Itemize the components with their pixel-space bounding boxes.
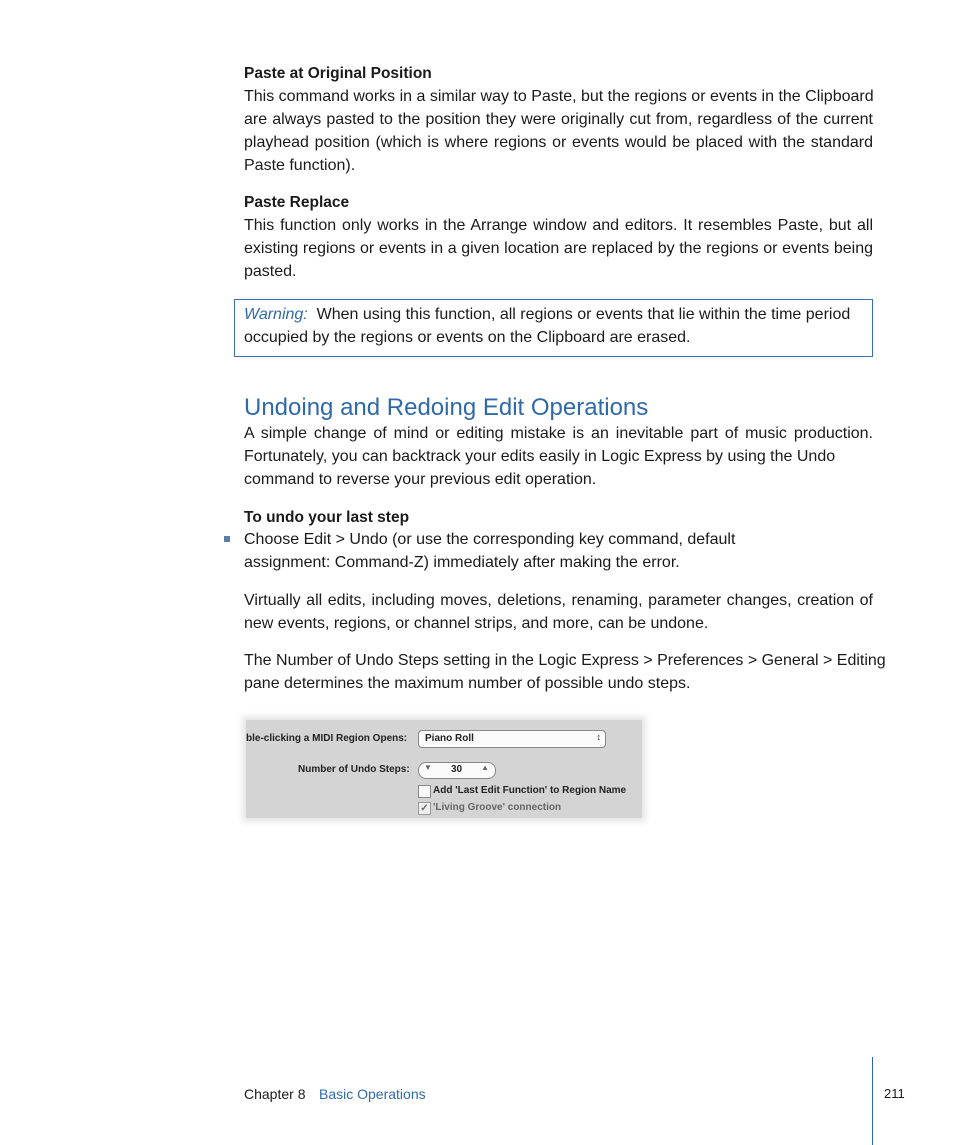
paragraph-line: Paste function). (244, 157, 356, 174)
preferences-screenshot (246, 720, 642, 818)
paragraph-line: existing regions or events in a given location are replaced by the regions or events being (244, 240, 873, 257)
section-heading: Paste at Original Position (244, 65, 432, 82)
bullet-icon (224, 536, 230, 542)
warning-line: occupied by the regions or events on the Clipboard are erased. (244, 329, 691, 346)
undo-steps-stepper (418, 762, 496, 779)
paragraph-line: pane determines the maximum number of possible undo steps. (244, 675, 691, 692)
task-heading: To undo your last step (244, 509, 410, 526)
undo-steps-label: Number of Undo Steps: (298, 764, 410, 775)
paragraph-line: The Number of Undo Steps setting in the Logic Express > Preferences > General > Editing (244, 652, 886, 669)
paragraph-line: pasted. (244, 263, 297, 280)
paragraph-line: are always pasted to the position they were originally cut from, regardless of the current (244, 111, 873, 128)
living-groove-label: 'Living Groove' connection (433, 802, 562, 813)
stepper-value: 30 (451, 764, 463, 775)
arrow-down-icon: ▼ (424, 763, 432, 772)
arrow-up-icon: ▲ (481, 763, 489, 772)
paragraph-line: This command works in a similar way to Paste, but the regions or events in the Clipboard (244, 88, 874, 105)
section-title: Undoing and Redoing Edit Operations (244, 394, 649, 421)
paragraph-line: A simple change of mind or editing mistake is an inevitable part of music production. (244, 425, 873, 442)
footer-chapter-title: Basic Operations (319, 1086, 426, 1102)
checkbox-label: Add 'Last Edit Function' to Region Name (433, 785, 627, 796)
page-number: 211 (884, 1086, 905, 1101)
bullet-line: Choose Edit > Undo (or use the corresponding key command, default (244, 531, 736, 548)
popup-value: Piano Roll (425, 733, 474, 744)
footer-divider (872, 1057, 873, 1145)
paragraph-line: command to reverse your previous edit operation. (244, 471, 597, 488)
checkbox (418, 785, 431, 798)
paragraph-line: playhead position (which is where regions or events would be placed with the standard (244, 134, 873, 151)
warning-label: Warning: (244, 306, 308, 323)
paragraph-line: new events, regions, or channel strips, and more, can be undone. (244, 615, 709, 632)
paragraph-line: Fortunately, you can backtrack your edits easily in Logic Express by using the Undo (244, 448, 836, 465)
paragraph-line: This function only works in the Arrange window and editors. It resembles Paste, but all (244, 217, 873, 234)
warning-text: When using this function, all regions or events that lie within the time period (316, 306, 851, 323)
midi-region-popup (418, 730, 606, 748)
midi-region-label: ble-clicking a MIDI Region Opens: (246, 733, 408, 744)
warning-line (244, 303, 873, 326)
paragraph-line: Virtually all edits, including moves, deletions, renaming, parameter changes, creation of (244, 592, 873, 609)
bullet-line: assignment: Command-Z) immediately after making the error. (244, 554, 680, 571)
checked-checkbox-icon: ✓ (418, 802, 431, 815)
footer-chapter: Chapter 8 (244, 1086, 306, 1102)
section-heading: Paste Replace (244, 194, 350, 211)
updown-arrows-icon: ↕ (596, 732, 601, 742)
